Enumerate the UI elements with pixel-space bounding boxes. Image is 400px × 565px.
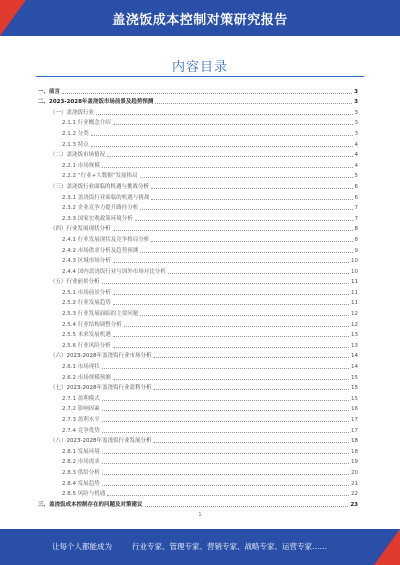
toc-entry[interactable] — [38, 317, 358, 328]
toc-entry[interactable] — [38, 455, 358, 466]
toc-leader-dots — [102, 421, 349, 422]
toc-leader-dots — [107, 156, 352, 157]
toc-entry-label: 2.4.4 国内盖浇饭行业与国外市场对比分析 — [62, 268, 166, 275]
toc-entry-label: （六）2023-2028年盖浇饭行业市场分析 — [50, 353, 152, 360]
toc-leader-dots — [113, 347, 349, 348]
toc-entry[interactable] — [38, 264, 358, 275]
toc-entry[interactable] — [38, 148, 358, 159]
toc-entry[interactable] — [38, 423, 358, 434]
toc-leader-dots — [145, 506, 349, 507]
toc-entry-page: 13 — [351, 342, 358, 349]
toc-entry[interactable] — [38, 296, 358, 307]
toc-entry[interactable] — [38, 179, 358, 190]
toc-entry-label: 一、前言 — [38, 88, 61, 95]
toc-leader-dots — [140, 315, 349, 316]
toc-entry-page: 18 — [351, 448, 358, 455]
toc-entry-label: 2.2.2 “行业+大数据”发展格局 — [62, 173, 138, 180]
toc-leader-dots — [153, 442, 349, 443]
toc-entry-label: 2.6.1 市场现状 — [62, 364, 100, 371]
toc-entry[interactable] — [38, 126, 358, 137]
footer-banner — [0, 529, 400, 565]
toc-leader-dots — [102, 485, 349, 486]
toc-entry-page: 15 — [351, 385, 358, 392]
toc-leader-dots — [168, 273, 349, 274]
toc-entry[interactable] — [38, 359, 358, 370]
toc-entry-label: 2.7.3 盈利水平 — [62, 417, 100, 423]
toc-entry[interactable] — [38, 487, 358, 498]
footer-red-accent — [374, 529, 400, 565]
toc-entry-page: 16 — [351, 406, 358, 413]
toc-leader-dots — [140, 177, 353, 178]
toc-entry-label: 2.8.1 发展环境 — [62, 448, 100, 455]
toc-leader-dots — [102, 410, 349, 411]
toc-leader-dots — [102, 463, 349, 464]
toc-entry-label: 2.8.5 风险与机遇 — [62, 491, 106, 498]
toc-leader-dots — [102, 474, 349, 475]
toc-leader-dots — [153, 389, 349, 390]
toc-entry-label: （五）行业前景分析 — [50, 279, 100, 286]
toc-entry[interactable] — [38, 391, 358, 402]
toc-entry[interactable] — [38, 370, 358, 381]
toc-leader-dots — [140, 252, 352, 253]
toc-entry-label: （一）盖浇饭行业 — [50, 109, 95, 116]
toc-entry-label: 2.1.2 分类 — [62, 130, 89, 137]
toc-entry-label: （三）盖浇饭行业面临的机遇与挑战分析 — [50, 183, 150, 190]
toc-entry[interactable] — [38, 381, 358, 392]
toc-entry-label: 2.7.2 影响因素 — [62, 406, 100, 413]
toc-entry-page: 3 — [354, 130, 358, 137]
toc-entry-page: 12 — [351, 321, 358, 328]
toc-entry-page: 11 — [351, 300, 358, 307]
toc-entry-page: 4 — [354, 152, 358, 159]
footer-targets: 行业专家、管理专家、营销专家、战略专家、运营专家…… — [132, 542, 327, 551]
toc-entry-page: 6 — [354, 194, 358, 201]
toc-entry-label: 2.5.5 未来发展机遇 — [62, 332, 111, 339]
toc-leader-dots — [91, 135, 353, 136]
toc-entry[interactable] — [38, 434, 358, 445]
toc-entry-label: （八）2023-2028年盖浇饭行业发展分析 — [50, 438, 152, 445]
toc-entry-label: 2.7.1 盈利模式 — [62, 395, 100, 402]
toc-entry-label: 2.8.3 供给分析 — [62, 469, 100, 476]
toc-entry-label: 三、盖浇饭成本控制存在的问题及对策建议 — [38, 501, 143, 508]
toc-leader-dots — [135, 220, 353, 221]
toc-leader-dots — [102, 167, 353, 168]
toc-leader-dots — [113, 304, 349, 305]
toc-entry[interactable] — [38, 444, 358, 455]
document-title: 盖浇饭成本控制对策研究报告 — [112, 13, 288, 28]
footer-slogan: 让每个人都能成为 — [52, 542, 112, 551]
toc-entry-page: 15 — [351, 374, 358, 381]
toc-entry-page: 15 — [351, 395, 358, 402]
toc-entry-page: 13 — [351, 332, 358, 339]
toc-entry-page: 18 — [351, 438, 358, 445]
header-banner — [0, 0, 400, 36]
toc-entry[interactable] — [38, 95, 358, 106]
toc-leader-dots — [102, 453, 349, 454]
toc-entry-label: 2.1.1 行业概念介绍 — [62, 120, 111, 127]
toc-entry[interactable] — [38, 137, 358, 148]
toc-entry-label: 2.3.3 国家宏观政策环境分析 — [62, 215, 133, 222]
toc-entry[interactable] — [38, 232, 358, 243]
toc-entry-page: 3 — [354, 109, 358, 116]
toc-entry[interactable] — [38, 497, 358, 508]
toc-entry-page: 21 — [351, 480, 358, 487]
toc-leader-dots — [96, 114, 352, 115]
toc-leader-dots — [124, 326, 349, 327]
toc-entry-page: 3 — [354, 99, 358, 106]
toc-leader-dots — [153, 357, 349, 358]
toc-entry[interactable] — [38, 222, 358, 233]
toc-entry-page: 11 — [351, 289, 358, 296]
toc-entry-label: 2.5.2 行业发展趋势 — [62, 300, 111, 307]
toc-entry-label: 2.5.1 市场前景分析 — [62, 289, 111, 296]
toc-leader-dots — [140, 209, 352, 210]
toc-entry[interactable] — [38, 190, 358, 201]
toc-entry[interactable] — [38, 211, 358, 222]
toc-entry-label: 2.1.3 特点 — [62, 141, 89, 148]
toc-leader-dots — [102, 283, 349, 284]
toc-leader-dots — [151, 241, 352, 242]
table-of-contents — [38, 84, 358, 508]
toc-entry-page: 14 — [351, 353, 358, 360]
toc-leader-dots — [62, 93, 352, 94]
toc-entry-label: 2.4.1 行业发展现状及竞争格局分析 — [62, 236, 150, 243]
toc-entry[interactable] — [38, 338, 358, 349]
toc-leader-dots — [151, 188, 352, 189]
toc-entry[interactable] — [38, 328, 358, 339]
toc-entry[interactable] — [38, 349, 358, 360]
toc-leader-dots — [102, 400, 349, 401]
toc-entry-page: 23 — [350, 501, 358, 508]
toc-entry-page: 11 — [351, 279, 358, 286]
toc-entry-label: （七）2023-2028年盖浇饭行业盈利分析 — [50, 385, 152, 392]
toc-entry-page: 7 — [354, 205, 358, 212]
toc-entry-label: 2.5.6 行业风险分析 — [62, 342, 111, 349]
toc-leader-dots — [113, 379, 349, 380]
toc-entry-page: 12 — [351, 311, 358, 318]
toc-entry-page: 4 — [354, 141, 358, 148]
toc-entry-label: 2.3.1 盖浇饭行业面临的机遇与挑战 — [62, 194, 150, 201]
toc-leader-dots — [102, 432, 349, 433]
toc-entry-label: 2.8.2 市场需求 — [62, 459, 100, 466]
toc-entry-page: 17 — [351, 417, 358, 423]
toc-leader-dots — [155, 103, 352, 104]
toc-entry-page: 8 — [354, 236, 358, 243]
toc-entry-label: 2.3.2 企业竞争力提升路径分析 — [62, 205, 139, 212]
toc-leader-dots — [113, 294, 349, 295]
toc-entry-page: 3 — [354, 120, 358, 127]
toc-entry[interactable] — [38, 306, 358, 317]
toc-entry-page: 10 — [351, 268, 358, 275]
toc-entry-label: 2.7.4 竞争优势 — [62, 427, 100, 434]
toc-entry[interactable] — [38, 254, 358, 265]
toc-entry-label: 2.4.2 市场供求分析及趋势预测 — [62, 247, 139, 254]
toc-entry-page: 10 — [351, 258, 358, 265]
toc-entry[interactable] — [38, 465, 358, 476]
toc-entry-page: 17 — [351, 427, 358, 434]
toc-entry[interactable] — [38, 285, 358, 296]
toc-entry-page: 8 — [354, 226, 358, 233]
toc-leader-dots — [151, 199, 352, 200]
toc-entry[interactable] — [38, 158, 358, 169]
toc-entry[interactable] — [38, 243, 358, 254]
toc-entry[interactable] — [38, 201, 358, 212]
toc-entry-label: 2.5.4 行业结构调整分析 — [62, 321, 122, 328]
toc-entry-label: 二、2023-2028年盖浇饭市场前景及趋势预测 — [38, 99, 154, 106]
toc-entry-page: 20 — [351, 469, 358, 476]
toc-leader-dots — [113, 336, 349, 337]
toc-entry[interactable] — [38, 169, 358, 180]
toc-entry-page: 5 — [354, 173, 358, 180]
toc-entry[interactable] — [38, 402, 358, 413]
toc-entry-page: 22 — [351, 491, 358, 498]
toc-leader-dots — [91, 146, 353, 147]
toc-entry[interactable] — [38, 84, 358, 95]
toc-entry-label: 2.2.1 市场规模 — [62, 162, 100, 169]
toc-leader-dots — [113, 124, 353, 125]
toc-entry-label: （四）行业发展现状分析 — [50, 226, 111, 233]
toc-leader-dots — [113, 230, 353, 231]
toc-entry-page: 14 — [351, 364, 358, 371]
toc-entry-page: 7 — [354, 215, 358, 222]
toc-entry-page: 9 — [354, 247, 358, 254]
toc-divider — [36, 76, 364, 77]
toc-leader-dots — [113, 262, 349, 263]
toc-entry[interactable] — [38, 105, 358, 116]
toc-entry[interactable] — [38, 476, 358, 487]
toc-entry-label: 2.4.3 区域市场分析 — [62, 258, 111, 265]
toc-entry[interactable] — [38, 116, 358, 127]
toc-entry-page: 6 — [354, 183, 358, 190]
toc-entry-label: （二）盖浇饭市场情况 — [50, 152, 106, 159]
toc-entry-page: 19 — [351, 459, 358, 466]
toc-heading: 内容目录 — [171, 60, 228, 75]
toc-entry-page: 4 — [354, 162, 358, 169]
toc-leader-dots — [102, 368, 349, 369]
toc-entry[interactable] — [38, 275, 358, 286]
toc-entry-label: 2.6.2 市场规模预测 — [62, 374, 111, 381]
toc-entry-label: 2.8.4 发展趋势 — [62, 480, 100, 487]
toc-leader-dots — [107, 495, 349, 496]
toc-entry-label: 2.5.3 行业发展面临的主要问题 — [62, 311, 139, 318]
page-number: 1 — [198, 512, 202, 518]
toc-entry[interactable] — [38, 412, 358, 423]
toc-entry-page: 3 — [354, 88, 358, 95]
